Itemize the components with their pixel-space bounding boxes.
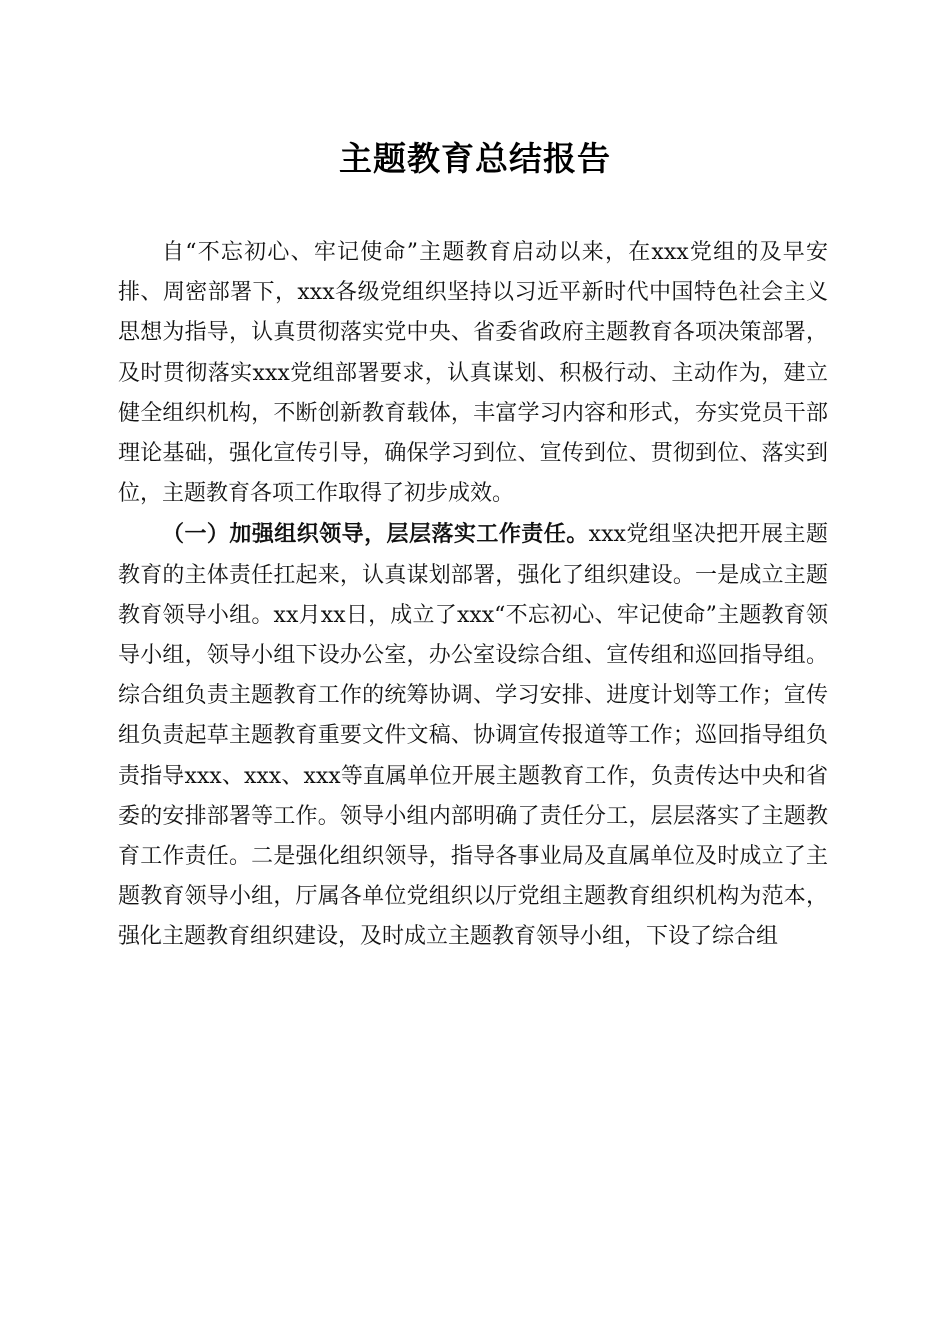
section-heading: （一）加强组织领导，层层落实工作责任。 — [162, 521, 589, 548]
paragraph-text: 自“不忘初心、牢记使命”主题教育启动以来，在xxx党组的及早安排、周密部署下，xxx各级党组织坚持以习近平新时代中国特色社会主义思想为指导，认真贯彻落实党中央、省委省政府主题教育各项决策部署，及时贯彻落实xxx党组部署要求，认真谋划、积极行动、主动作为，建立健全组织机构，不断创新教育载体，丰富学习内容和形式，夯实党员干部理论基础，强化宣传引导，确保学习到位、宣传到位、贯彻到位、落实到位，主题教育各项工作取得了初步成效。 — [118, 240, 828, 507]
document-body — [118, 232, 828, 958]
document-title: 主题教育总结报告 — [339, 139, 611, 178]
paragraph-section-1 — [118, 514, 828, 957]
paragraph-text: xxx党组坚决把开展主题教育的主体责任扛起来，认真谋划部署，强化了组织建设。一是成立主题教育领导小组。xx月xx日，成立了xxx“不忘初心、牢记使命”主题教育领导小组，领导小组下设办公室，办公室设综合组、宣传组和巡回指导组。综合组负责主题教育工作的统筹协调、学习安排、进度计划等工作；宣传组负责起草主题教育重要文件文稿、协调宣传报道等工作；巡回指导组负责指导xxx、xxx、xxx等直属单位开展主题教育工作，负责传达中央和省委的安排部署等工作。领导小组内部明确了责任分工，层层落实了主题教育工作责任。二是强化组织领导，指导各事业局及直属单位及时成立了主题教育领导小组，厅属各单位党组织以厅党组主题教育组织机构为范本，强化主题教育组织建设，及时成立主题教育领导小组，下设了综合组 — [118, 522, 828, 950]
paragraph-intro — [118, 232, 828, 514]
